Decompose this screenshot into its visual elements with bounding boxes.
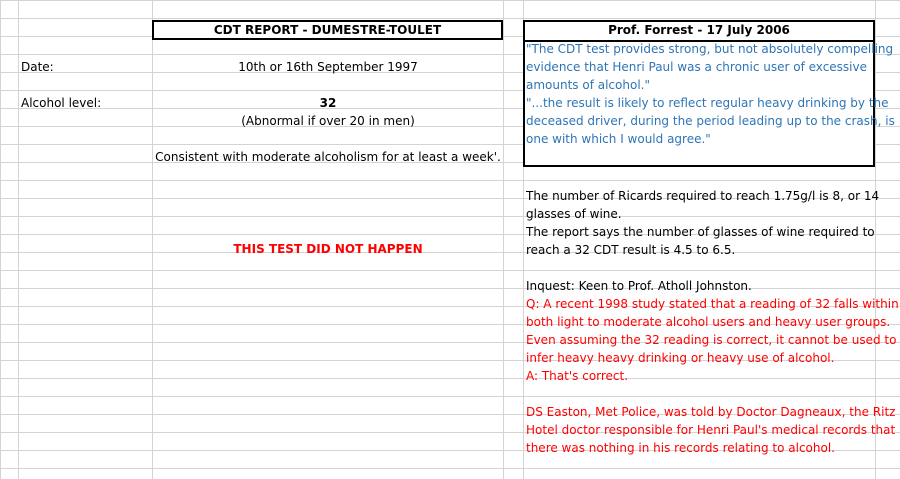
easton-line[interactable]: Hotel doctor responsible for Henri Paul's medical records that [526, 423, 896, 437]
forrest-title: Prof. Forrest - 17 July 2006 [608, 23, 790, 37]
grid-line [18, 0, 19, 479]
qa-line[interactable]: infer heavy heavy drinking or heavy use of alcohol. [526, 351, 835, 365]
quote1-line[interactable]: evidence that Henri Paul was a chronic user of excessive [526, 60, 868, 74]
alcohol-label[interactable]: Alcohol level: [21, 96, 102, 110]
qa-line[interactable]: both light to moderate alcohol users and heavy user groups. [526, 315, 891, 329]
left-title: CDT REPORT - DUMESTRE-TOULET [213, 23, 442, 37]
quote2-line[interactable]: "...the result is likely to reflect regular heavy drinking by the [526, 96, 889, 110]
forrest-box [523, 20, 895, 167]
grid-line [503, 0, 504, 479]
quote2-line[interactable]: deceased driver, during the period leading up to the crash, is [526, 114, 895, 128]
left-title-box [152, 20, 503, 40]
qa-line[interactable]: Q: A recent 1998 study stated that a reading of 32 falls within [526, 297, 899, 311]
easton-line[interactable]: there was nothing in his records relating to alcohol. [526, 441, 835, 455]
easton-line[interactable]: DS Easton, Met Police, was told by Doctor Dagneaux, the Ritz [526, 405, 896, 419]
qa-line[interactable]: A: That's correct. [526, 369, 629, 383]
ricards-line[interactable]: reach a 32 CDT result is 4.5 to 6.5. [526, 243, 736, 257]
quote1-line[interactable]: amounts of alcohol." [526, 78, 650, 92]
forrest-title-cell [525, 22, 873, 42]
date-label[interactable]: Date: [21, 60, 54, 74]
ricards-line[interactable]: The number of Ricards required to reach 1.75g/l is 8, or 14 [526, 189, 880, 203]
test-not-happen[interactable]: THIS TEST DID NOT HAPPEN [233, 242, 423, 256]
quote1-line[interactable]: "The CDT test provides strong, but not absolutely compelling [526, 42, 894, 56]
alcohol-note[interactable]: (Abnormal if over 20 in men) [241, 114, 415, 128]
ricards-line[interactable]: glasses of wine. [526, 207, 622, 221]
ricards-line[interactable]: The report says the number of glasses of wine required to [526, 225, 875, 239]
consistent-note[interactable]: Consistent with moderate alcoholism for at least a week'. [155, 150, 501, 164]
date-value[interactable]: 10th or 16th September 1997 [238, 60, 418, 74]
qa-line[interactable]: Even assuming the 32 reading is correct, it cannot be used to [526, 333, 897, 347]
alcohol-value[interactable]: 32 [319, 96, 337, 110]
inquest-line[interactable]: Inquest: Keen to Prof. Atholl Johnston. [526, 279, 752, 293]
quote2-line[interactable]: one with which I would agree." [526, 132, 711, 146]
